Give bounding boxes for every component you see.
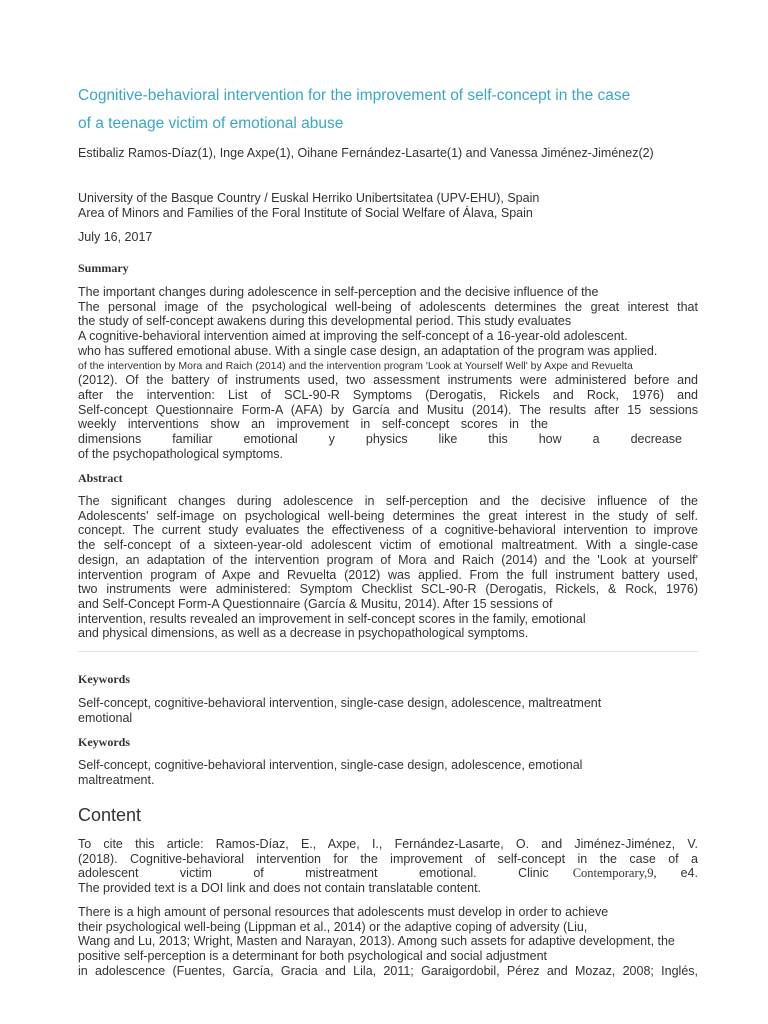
abstract-line: intervention program of Axpe and Revuelta (2012) was applied. From the full instrument battery used, — [78, 567, 698, 582]
summary-line: (2012). Of the battery of instruments used, two assessment instruments were administered before and — [78, 373, 698, 388]
keywords-heading: Keywords — [78, 735, 130, 749]
citation-line: To cite this article: Ramos-Díaz, E., Axpe, I., Fernández-Lasarte, O. and Jiménez-Jiménez, V. — [78, 837, 698, 851]
section-divider — [78, 651, 698, 652]
affiliation-line: Area of Minors and Families of the Foral Institute of Social Welfare of Álava, Spain — [78, 206, 533, 220]
summary-line: The important changes during adolescence in self-perception and the decisive influence of the — [78, 285, 599, 299]
summary-line: who has suffered emotional abuse. With a single case design, an adaptation of the program was applied. — [78, 343, 658, 358]
abstract-line: two instruments were administered: Symptom Checklist SCL-90-R (Derogatis, Rickels, & Rock, 1976) — [78, 582, 698, 597]
summary-heading: Summary — [78, 261, 129, 275]
abstract-line: concept. The current study evaluates the effectiveness of a cognitive-behavioral intervention to improve — [78, 523, 698, 538]
abstract-line: and physical dimensions, as well as a decrease in psychopathological symptoms. — [78, 626, 529, 641]
publication-date: July 16, 2017 — [78, 230, 153, 244]
article-title — [78, 82, 698, 138]
abstract-line: and Self-Concept Form-A Questionnaire (García & Musitu, 2014). After 15 sessions of — [78, 596, 553, 611]
affiliations — [78, 191, 539, 221]
citation-segment: e4. — [680, 866, 698, 881]
summary-line: weekly interventions show an improvement in self-concept scores in the — [78, 417, 548, 432]
summary-line: the study of self-concept awakens during this developmental period. This study evaluates — [78, 314, 572, 329]
keywords-heading: Keywords — [78, 672, 130, 686]
abstract-line: design, an adaptation of the intervention program of Mora and Raich (2014) and the 'Look at yourself' — [78, 552, 698, 567]
summary-line: A cognitive-behavioral intervention aimed at improving the self-concept of a 16-year-old adolescent. — [78, 329, 628, 344]
keywords-line: maltreatment. — [78, 772, 155, 787]
title-line: Cognitive-behavioral intervention for the improvement of self-concept in the case — [78, 87, 631, 104]
body-line: positive self-perception is a determinant for both psychological and social adjustment — [78, 949, 548, 964]
keywords-list — [78, 696, 601, 725]
title-line: of a teenage victim of emotional abuse — [78, 115, 344, 132]
summary-text — [78, 285, 698, 461]
summary-line: after the intervention: List of SCL-90-R Symptoms (Derogatis, Rickels and Rock, 1976) and — [78, 387, 698, 402]
affiliation-line: University of the Basque Country / Euskal Herriko Unibertsitatea (UPV-EHU), Spain — [78, 191, 540, 205]
summary-line: Self-concept Questionnaire Form-A (AFA) by García and Musitu (2014). The results after 15 sessions — [78, 402, 698, 417]
authors: Estibaliz Ramos-Díaz(1), Inge Axpe(1), Oihane Fernández-Lasarte(1) and Vanessa Jiménez-Jiménez(2) — [78, 146, 654, 160]
summary-line: of the intervention by Mora and Raich (2014) and the intervention program 'Look at Yourself Well' by Axpe and Revuelta — [78, 359, 633, 372]
abstract-heading: Abstract — [78, 471, 123, 485]
citation-segment: Contemporary,9, — [572, 866, 657, 881]
citation-text — [78, 837, 698, 896]
body-line: There is a high amount of personal resources that adolescents must develop in order to achieve — [78, 905, 609, 919]
abstract-text — [78, 494, 698, 641]
abstract-line: intervention, results revealed an improvement in self-concept scores in the family, emotional — [78, 611, 586, 626]
body-text — [78, 905, 718, 979]
keywords-list — [78, 758, 582, 787]
abstract-line: Adolescents' self-image on psychological well-being determines the great interest in the study of self. — [78, 508, 698, 523]
citation-segment: adolescent victim of mistreatment emotional. Clinic — [78, 866, 549, 881]
keywords-line: Self-concept, cognitive-behavioral intervention, single-case design, adolescence, emotional — [78, 758, 583, 772]
body-line: their psychological well-being (Lippman et al., 2014) or the adaptive coping of adversity (Liu, — [78, 919, 588, 934]
content-heading: Content — [78, 805, 142, 825]
citation-line: The provided text is a DOI link and does not contain translatable content. — [78, 881, 482, 896]
summary-line: The personal image of the psychological well-being of adolescents determines the great interest that — [78, 299, 698, 314]
citation-line — [78, 866, 698, 881]
citation-line: (2018). Cognitive-behavioral intervention for the improvement of self-concept in the case of a — [78, 851, 698, 866]
summary-line: dimensions familiar emotional y physics like this how a decrease — [78, 432, 682, 447]
keywords-line: Self-concept, cognitive-behavioral intervention, single-case design, adolescence, maltreatment — [78, 696, 602, 710]
abstract-line: the self-concept of a sixteen-year-old adolescent victim of emotional maltreatment. With a single-case — [78, 538, 698, 553]
body-line: Wang and Lu, 2013; Wright, Masten and Narayan, 2013). Among such assets for adaptive development, the — [78, 934, 675, 949]
abstract-line: The significant changes during adolescence in self-perception and the decisive influence of the — [78, 494, 698, 508]
keywords-line: emotional — [78, 710, 133, 725]
body-line: in adolescence (Fuentes, García, Gracia and Lila, 2011; Garaigordobil, Pérez and Mozaz, 2008; Inglés, — [78, 963, 698, 978]
summary-line: of the psychopathological symptoms. — [78, 446, 283, 461]
